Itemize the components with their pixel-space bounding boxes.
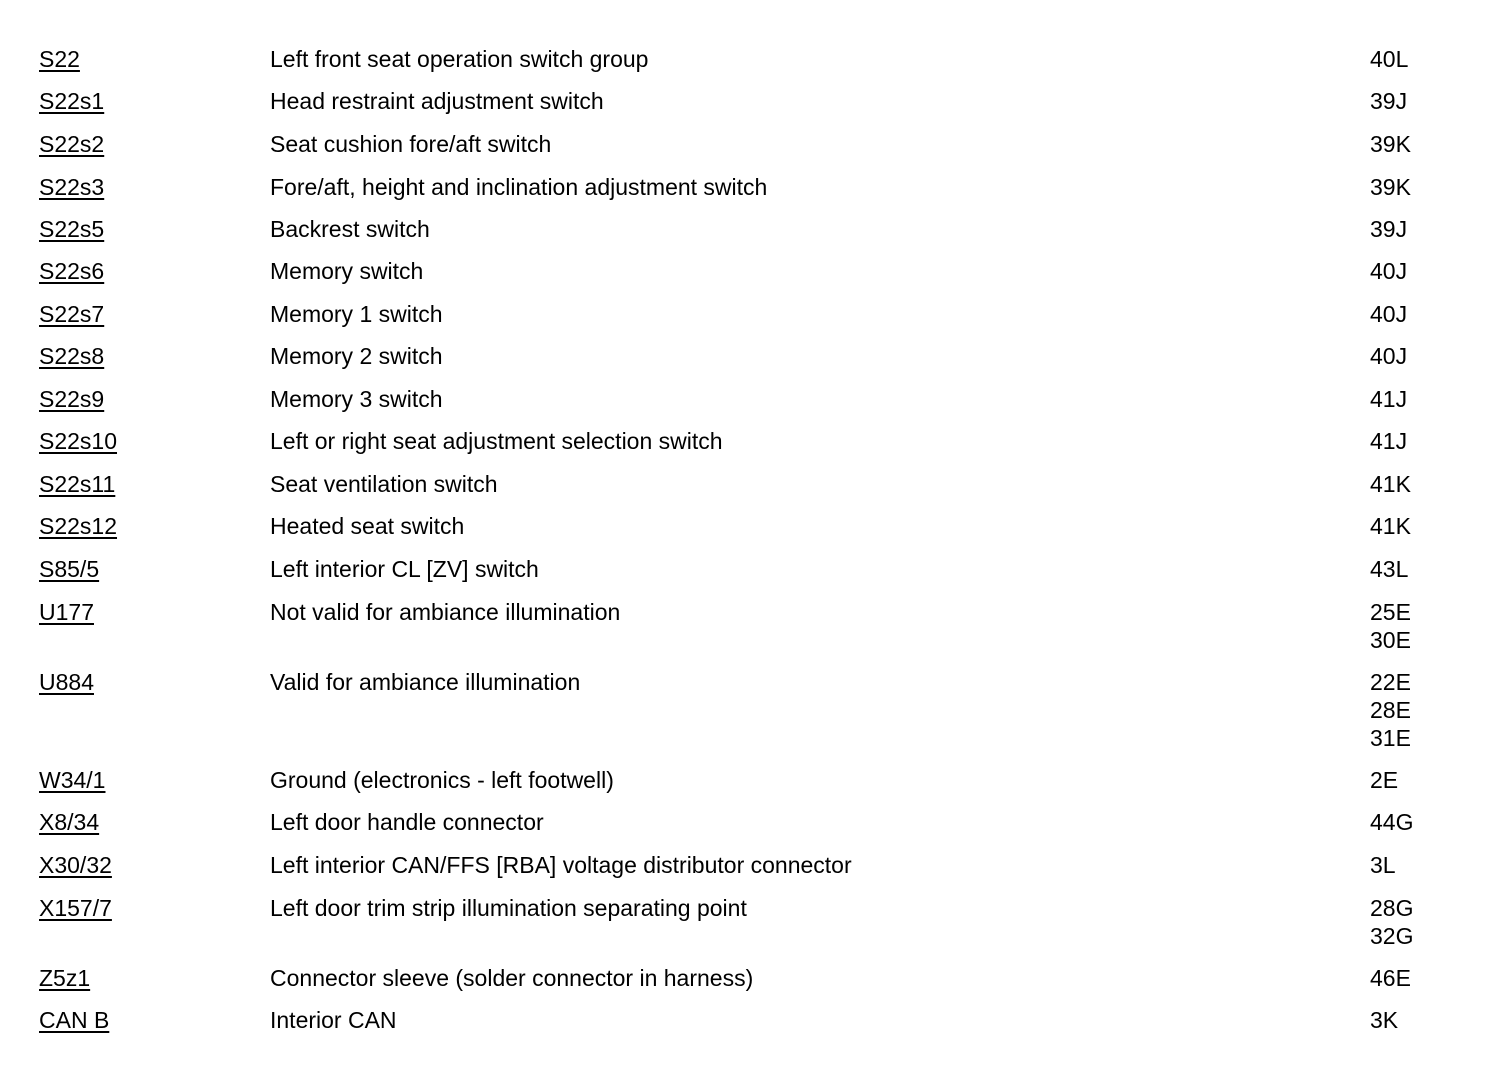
grid-reference: 41K <box>1370 471 1411 497</box>
component-code-link[interactable]: U177 <box>39 599 94 625</box>
grid-reference: 41J <box>1370 428 1408 454</box>
grid-reference: 39J <box>1370 216 1408 242</box>
grid-reference-list <box>1370 555 1408 583</box>
component-description: Memory 2 switch <box>270 343 443 369</box>
component-code-link[interactable]: S22s10 <box>39 428 118 454</box>
grid-reference-list <box>1370 808 1413 836</box>
grid-reference: 31E <box>1370 725 1411 751</box>
grid-reference: 3K <box>1370 1007 1399 1033</box>
grid-reference-list <box>1370 257 1407 285</box>
component-description: Left front seat operation switch group <box>270 46 649 72</box>
component-code-link[interactable]: X8/34 <box>39 809 100 835</box>
component-code-link[interactable]: CAN B <box>39 1007 110 1033</box>
component-description: Seat cushion fore/aft switch <box>270 131 552 157</box>
grid-reference: 40L <box>1370 46 1409 72</box>
component-code-link[interactable]: U884 <box>39 669 94 695</box>
grid-reference: 39K <box>1370 131 1411 157</box>
component-code-link[interactable]: X30/32 <box>39 852 112 878</box>
component-code-link[interactable]: S22s11 <box>39 471 116 497</box>
component-code-link[interactable]: S22s8 <box>39 343 105 369</box>
grid-reference-list <box>1370 668 1411 752</box>
component-description: Memory 3 switch <box>270 386 443 412</box>
component-description: Backrest switch <box>270 216 430 242</box>
component-code-link[interactable]: S22s5 <box>39 216 105 242</box>
grid-reference: 22E <box>1370 669 1411 695</box>
component-description: Fore/aft, height and inclination adjustment switch <box>270 174 768 200</box>
component-description: Left interior CL [ZV] switch <box>270 556 539 582</box>
component-description: Interior CAN <box>270 1007 397 1033</box>
component-description: Left door handle connector <box>270 809 544 835</box>
grid-reference: 40J <box>1370 258 1408 284</box>
grid-reference: 28G <box>1370 895 1414 921</box>
grid-reference: 41K <box>1370 513 1411 539</box>
component-description: Left or right seat adjustment selection switch <box>270 428 723 454</box>
grid-reference-list <box>1370 215 1407 243</box>
component-description: Memory 1 switch <box>270 301 443 327</box>
component-description: Not valid for ambiance illumination <box>270 599 621 625</box>
grid-reference: 32G <box>1370 923 1414 949</box>
component-description: Head restraint adjustment switch <box>270 88 604 114</box>
component-code-link[interactable]: W34/1 <box>39 767 106 793</box>
grid-reference-list <box>1370 342 1407 370</box>
component-code-link[interactable]: S22s9 <box>39 386 105 412</box>
grid-reference-list <box>1370 173 1411 201</box>
grid-reference-list <box>1370 766 1398 794</box>
grid-reference: 39K <box>1370 174 1411 200</box>
grid-reference: 39J <box>1370 88 1408 114</box>
component-description: Connector sleeve (solder connector in harness) <box>270 965 754 991</box>
component-code-link[interactable]: S22s6 <box>39 258 105 284</box>
component-code-link[interactable]: S22 <box>39 46 80 72</box>
component-code-link[interactable]: S22s3 <box>39 174 105 200</box>
component-description: Valid for ambiance illumination <box>270 669 581 695</box>
component-code-link[interactable]: S22s7 <box>39 301 105 327</box>
grid-reference-list <box>1370 964 1411 992</box>
grid-reference-list <box>1370 512 1411 540</box>
grid-reference-list <box>1370 470 1411 498</box>
grid-reference: 2E <box>1370 767 1399 793</box>
grid-reference: 44G <box>1370 809 1414 835</box>
grid-reference: 3L <box>1370 852 1396 878</box>
grid-reference: 30E <box>1370 627 1411 653</box>
grid-reference: 40J <box>1370 301 1408 327</box>
grid-reference-list <box>1370 598 1411 654</box>
grid-reference: 28E <box>1370 697 1411 723</box>
component-code-link[interactable]: S22s2 <box>39 131 105 157</box>
grid-reference-list <box>1370 385 1407 413</box>
grid-reference: 43L <box>1370 556 1409 582</box>
component-description: Ground (electronics - left footwell) <box>270 767 614 793</box>
component-description: Seat ventilation switch <box>270 471 498 497</box>
component-code-link[interactable]: S22s12 <box>39 513 118 539</box>
grid-reference-list <box>1370 427 1407 455</box>
component-description: Left door trim strip illumination separating point <box>270 895 747 921</box>
grid-reference-list <box>1370 851 1396 879</box>
component-code-link[interactable]: X157/7 <box>39 895 112 921</box>
grid-reference-list <box>1370 87 1407 115</box>
component-code-link[interactable]: S22s1 <box>39 88 105 114</box>
component-code-link[interactable]: S85/5 <box>39 556 100 582</box>
grid-reference: 46E <box>1370 965 1411 991</box>
grid-reference-list <box>1370 130 1411 158</box>
component-description: Heated seat switch <box>270 513 465 539</box>
grid-reference-list <box>1370 45 1408 73</box>
grid-reference: 41J <box>1370 386 1408 412</box>
component-description: Memory switch <box>270 258 424 284</box>
grid-reference-list <box>1370 300 1407 328</box>
grid-reference-list <box>1370 1006 1398 1034</box>
grid-reference: 40J <box>1370 343 1408 369</box>
grid-reference: 25E <box>1370 599 1411 625</box>
grid-reference-list <box>1370 894 1413 950</box>
component-description: Left interior CAN/FFS [RBA] voltage distributor connector <box>270 852 852 878</box>
component-code-link[interactable]: Z5z1 <box>39 965 91 991</box>
